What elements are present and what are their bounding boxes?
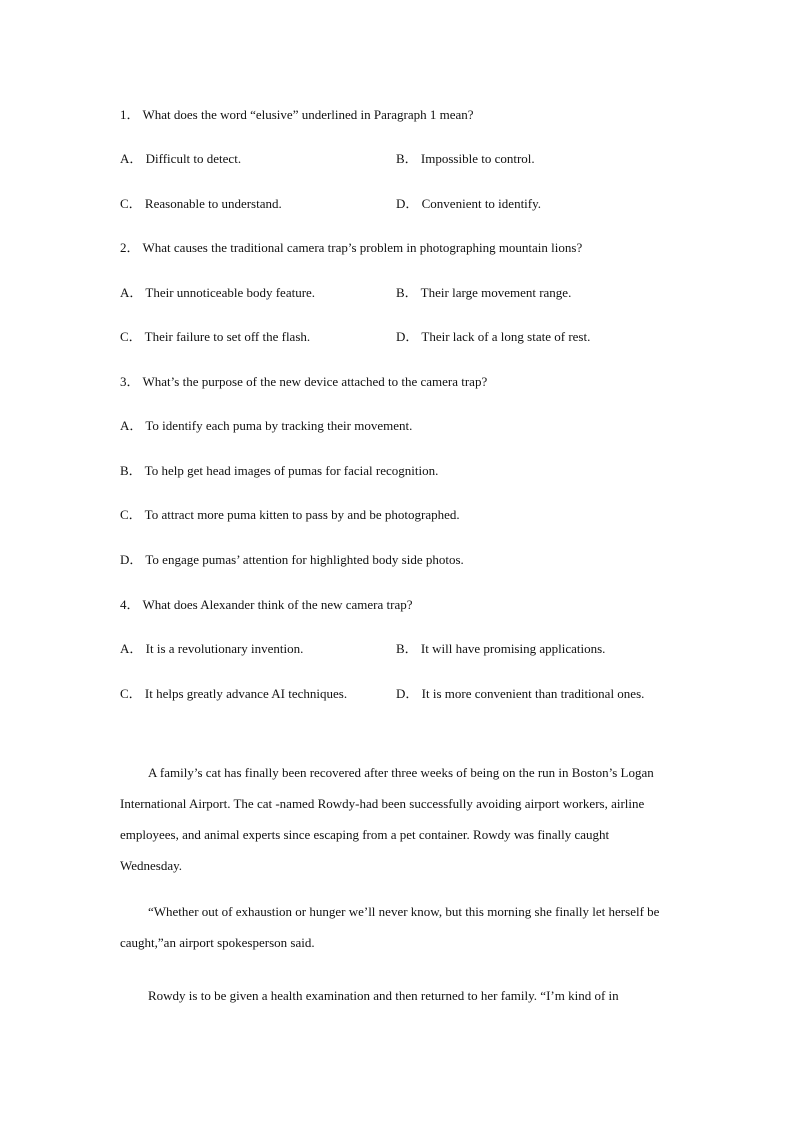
question-2-option-d: D． Their lack of a long state of rest. xyxy=(396,329,591,344)
question-3-option-a: A． To identify each puma by tracking their movement. xyxy=(120,418,413,433)
question-2-option-b: B． Their large movement range. xyxy=(396,285,572,300)
question-4-option-b: B． It will have promising applications. xyxy=(396,641,606,656)
question-3-option-d: D． To engage pumas’ attention for highlighted body side photos. xyxy=(120,552,464,567)
question-4-option-d: D． It is more convenient than traditional ones. xyxy=(396,686,645,701)
question-2-stem: 2． What causes the traditional camera trap’s problem in photographing mountain lions? xyxy=(120,240,583,255)
question-3-option-c: C． To attract more puma kitten to pass by and be photographed. xyxy=(120,507,460,522)
question-2-option-a: A． Their unnoticeable body feature. xyxy=(120,285,316,300)
passage-paragraph-2: “Whether out of exhaustion or hunger we’ll never know, but this morning she finally let herself be caught,”an airport spokesperson said. xyxy=(120,904,660,950)
question-2-option-c: C． Their failure to set off the flash. xyxy=(120,329,311,344)
question-1-option-b: B． Impossible to control. xyxy=(396,151,535,166)
question-4-stem: 4． What does Alexander think of the new camera trap? xyxy=(120,597,413,612)
question-1-option-a: A． Difficult to detect. xyxy=(120,151,242,166)
question-1-option-d: D． Convenient to identify. xyxy=(396,196,542,211)
question-1-stem: 1． What does the word “elusive” underlined in Paragraph 1 mean? xyxy=(120,107,474,122)
passage-paragraph-1: A family’s cat has finally been recovered after three weeks of being on the run in Boston’s Logan International Airport. The cat -named Rowdy-had been successfully avoiding airport workers, airline employees, and animal experts since escaping from a pet container. Rowdy was finally caught Wednesday. xyxy=(120,765,654,873)
passage-paragraph-3: Rowdy is to be given a health examination and then returned to her family. “I’m kind of in xyxy=(148,988,619,1003)
question-4-option-c: C． It helps greatly advance AI techniques. xyxy=(120,686,348,701)
question-3-stem: 3． What’s the purpose of the new device attached to the camera trap? xyxy=(120,374,488,389)
question-1-option-c: C． Reasonable to understand. xyxy=(120,196,282,211)
question-4-option-a: A． It is a revolutionary invention. xyxy=(120,641,304,656)
question-3-option-b: B． To help get head images of pumas for facial recognition. xyxy=(120,463,439,478)
